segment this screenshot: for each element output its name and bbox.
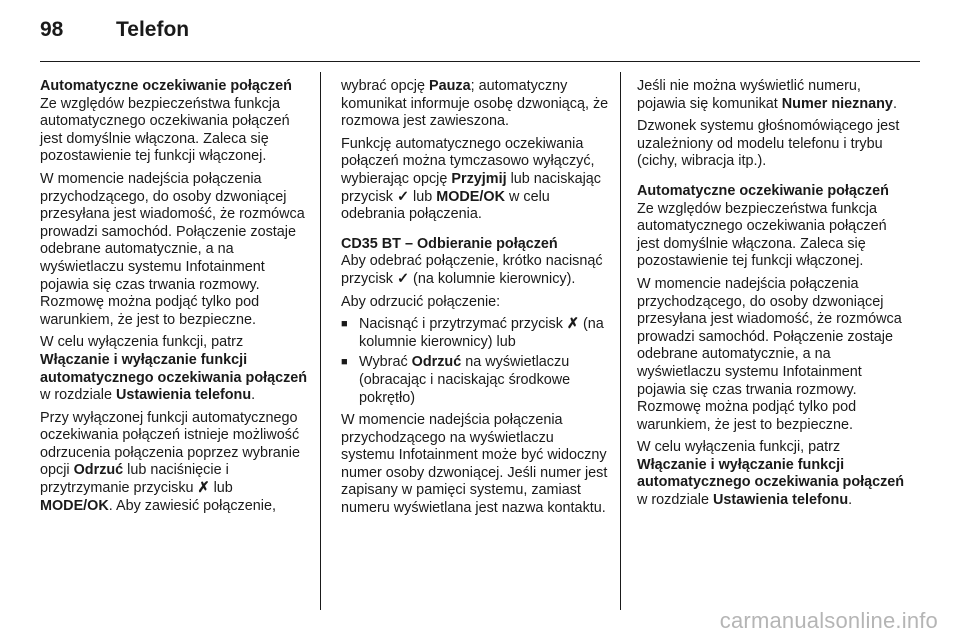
option-name: Pauza: [428, 78, 471, 94]
paragraph: wybrać opcję Pauza; automatyczny komunikat informuje osobę dzwoniącą, że rozmowa jest zawieszona.: [341, 78, 609, 130]
paragraph: Ze względów bezpieczeństwa funkcja automatycznego oczekiwania połączeń jest domyślnie włączona. Zaleca się pozostawienie tej funkcji włączonej.: [40, 95, 290, 165]
header-rule: [40, 61, 920, 62]
button-name: MODE/OK: [40, 497, 109, 514]
watermark: carmanualsonline.info: [719, 608, 938, 633]
column-1: [40, 78, 308, 520]
paragraph: Ze względów bezpieczeństwa funkcja automatycznego oczekiwania połączeń jest domyślnie włączona. Zaleca się pozostawienie tej funkcji włączonej.: [637, 200, 887, 270]
paragraph: Przy wyłączonej funkcji automatycznego oczekiwania połączeń istnieje możliwość odrzucenia połączenia poprzez wybranie opcji Odrzuć lub naciśnięcie i przytrzymanie przycisku ✗ lub MODE/OK. Aby zawiesić połączenie,: [40, 409, 300, 514]
page-header: [40, 18, 189, 48]
option-name: Przyjmij: [451, 170, 507, 187]
cross-reference-link[interactable]: Włączanie i wyłączanie funkcji automatycznego oczekiwania połączeń: [637, 456, 905, 491]
phone-end-icon: ✗: [566, 316, 579, 333]
list-item: ■ Wybrać Odrzuć na wyświetlaczu (obracając i naciskając środkowe pokrętło): [341, 354, 609, 407]
list-item: ■ Nacisnąć i przytrzymać przycisk ✗ (na kolumnie kierownicy) lub: [341, 316, 609, 351]
display-message: Numer nieznany: [781, 95, 893, 112]
paragraph: Jeśli nie można wyświetlić numeru, pojawia się komunikat Numer nieznany.: [637, 78, 897, 112]
section-reference[interactable]: Ustawienia telefonu: [712, 492, 849, 509]
column-divider-1: [320, 72, 321, 610]
option-name: Odrzuć: [411, 354, 462, 371]
column-2: [341, 78, 609, 523]
paragraph: Funkcję automatycznego oczekiwania połączeń można tymczasowo wyłączyć, wybierając opcję Przyjmij lub naciskając przycisk ✓ lub MODE/OK w celu odebrania połączenia.: [341, 135, 601, 223]
paragraph: Dzwonek systemu głośnomówiącego jest uzależniony od modelu telefonu i trybu (cichy, wibracja itp.).: [637, 118, 900, 170]
chapter-title: Telefon: [116, 18, 190, 41]
section-heading-auto-hold: Automatyczne oczekiwanie połączeń: [40, 78, 292, 94]
column-divider-2: [620, 72, 621, 610]
paragraph: W momencie nadejścia połączenia przychodzącego na wyświetlaczu systemu Infotainment może być widoczny numer osoby dzwoniącej. Jeśli numer jest zapisany w pamięci systemu, zamiast numeru wyświetlana jest nazwa kontaktu.: [341, 412, 608, 517]
cross-reference-link[interactable]: Włączanie i wyłączanie funkcji automatycznego oczekiwania połączeń: [40, 351, 308, 386]
paragraph: Aby odebrać połączenie, krótko nacisnąć przycisk ✓ (na kolumnie kierownicy).: [341, 253, 603, 287]
button-name: MODE/OK: [436, 188, 505, 205]
phone-end-icon: ✗: [197, 480, 210, 497]
section-reference[interactable]: Ustawienia telefonu: [115, 387, 252, 404]
page-number: 98: [40, 18, 64, 41]
column-3: [637, 78, 909, 515]
option-name: Odrzuć: [73, 462, 124, 479]
paragraph: W momencie nadejścia połączenia przychodzącego, do osoby dzwoniącej przesyłana jest wiadomość, że rozmówca prowadzi samochód. Połączenie zostaje odebrane automatycznie, a na wyświetlaczu systemu Infotainment pojawia się czas trwania rozmowy. Rozmowę można podjąć tylko pod warunkiem, że jest to bezpieczne.: [40, 170, 305, 328]
phone-answer-icon: ✓: [396, 270, 410, 287]
paragraph: Aby odrzucić połączenie:: [341, 293, 501, 310]
section-heading-answering: CD35 BT – Odbieranie połączeń: [341, 235, 558, 252]
paragraph: W celu wyłączenia funkcji, patrz Włączanie i wyłączanie funkcji automatycznego oczekiwania połączeń w rozdziale Ustawienia telefonu.: [40, 334, 308, 404]
reject-steps-list: [341, 316, 609, 407]
phone-answer-icon: ✓: [396, 188, 410, 205]
paragraph: W momencie nadejścia połączenia przychodzącego, do osoby dzwoniącej przesyłana jest wiadomość, że rozmówca prowadzi samochód. Połączenie zostaje odebrane automatycznie, a na wyświetlaczu systemu Infotainment pojawia się czas trwania rozmowy. Rozmowę można podjąć tylko pod warunkiem, że jest to bezpieczne.: [637, 275, 902, 433]
paragraph: W celu wyłączenia funkcji, patrz Włączanie i wyłączanie funkcji automatycznego oczekiwania połączeń w rozdziale Ustawienia telefonu.: [637, 439, 905, 509]
section-heading-auto-hold: Automatyczne oczekiwanie połączeń: [637, 182, 889, 199]
